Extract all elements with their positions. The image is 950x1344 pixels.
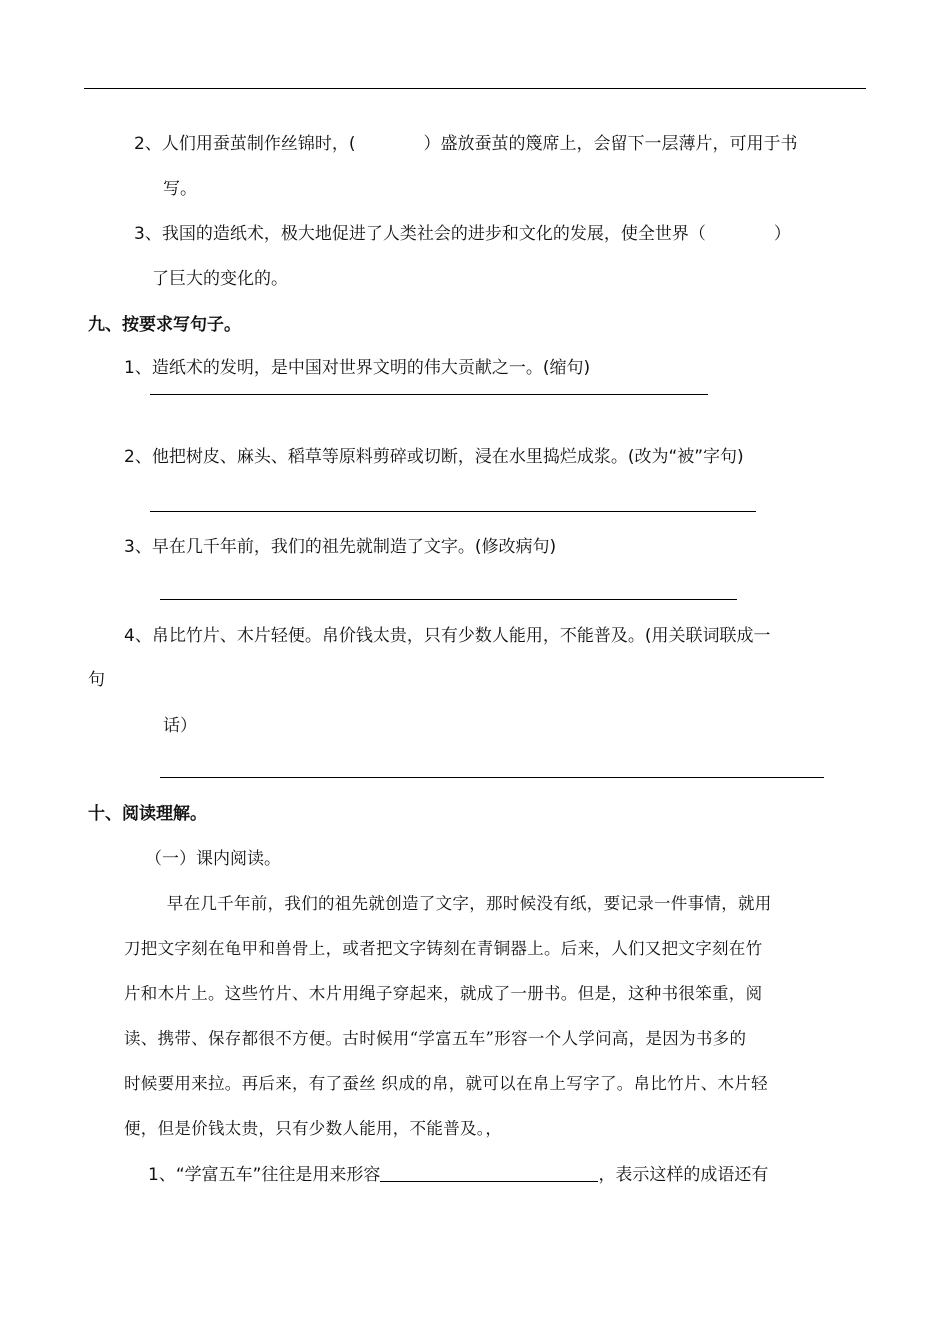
q9-item3-answer-line[interactable]: [160, 599, 737, 600]
q9-item1: 1、造纸术的发明，是中国对世界文明的伟大贡献之一。(缩句): [124, 358, 591, 378]
q9-item2-answer-line[interactable]: [150, 511, 756, 512]
reading-question-1-blank[interactable]: [380, 1161, 598, 1182]
q9-item1-answer-line[interactable]: [150, 394, 708, 395]
reading-subheading: （一）课内阅读。: [145, 849, 281, 869]
section-10-heading: 十、阅读理解。: [88, 804, 207, 824]
reading-question-1: [148, 1161, 768, 1187]
passage-line: 刀把文字刻在龟甲和兽骨上，或者把文字铸刻在青铜器上。后来，人们又把文字刻在竹: [124, 939, 763, 958]
reading-question-1-prompt: 1、“学富五车”往往是用来形容: [148, 1165, 381, 1185]
passage-line: 片和木片上。这些竹片、木片用绳子穿起来，就成了一册书。但是，这种书很笨重，阅: [124, 984, 763, 1003]
passage-line: 便，但是价钱太贵，只有少数人能用，不能普及。，: [124, 1119, 503, 1138]
q9-item2: 2、他把树皮、麻头、稻草等原料剪碎或切断，浸在水里捣烂成浆。(改为“被”字句): [124, 447, 744, 467]
q8-item3-line2: 了巨大的变化的。: [152, 269, 288, 289]
header-rule: [84, 88, 866, 89]
q8-item3-line1: 3、我国的造纸术，极大地促进了人类社会的进步和文化的发展，使全世界（ ）: [134, 224, 791, 244]
q9-item4-line3: 话）: [163, 716, 197, 736]
passage-line: 时候要用来拉。再后来，有了蚕丝 织成的帛，就可以在帛上写字了。帛比竹片、木片轻: [124, 1074, 768, 1093]
q9-item4-answer-line[interactable]: [160, 777, 824, 778]
passage-line: 早在几千年前，我们的祖先就创造了文字，那时候没有纸，要记录一件事情，就用: [150, 894, 772, 913]
q8-item2-line2: 写。: [163, 179, 197, 199]
section-9-heading: 九、按要求写句子。: [88, 315, 241, 335]
reading-question-1-suffix: ，表示这样的成语还有: [598, 1165, 769, 1185]
q9-item4-line1: 4、帛比竹片、木片轻便。帛价钱太贵，只有少数人能用，不能普及。(用关联词联成一: [124, 626, 771, 646]
passage-line: 读、携带、保存都很不方便。古时候用“学富五车”形容一个人学问高，是因为书多的: [124, 1029, 747, 1048]
q9-item4-line2: 句: [88, 670, 105, 690]
q8-item2-line1: 2、人们用蚕茧制作丝锦时，( ）盛放蚕茧的篾席上，会留下一层薄片，可用于书: [134, 134, 798, 154]
q9-item3: 3、早在几千年前，我们的祖先就制造了文字。(修改病句): [124, 537, 557, 557]
